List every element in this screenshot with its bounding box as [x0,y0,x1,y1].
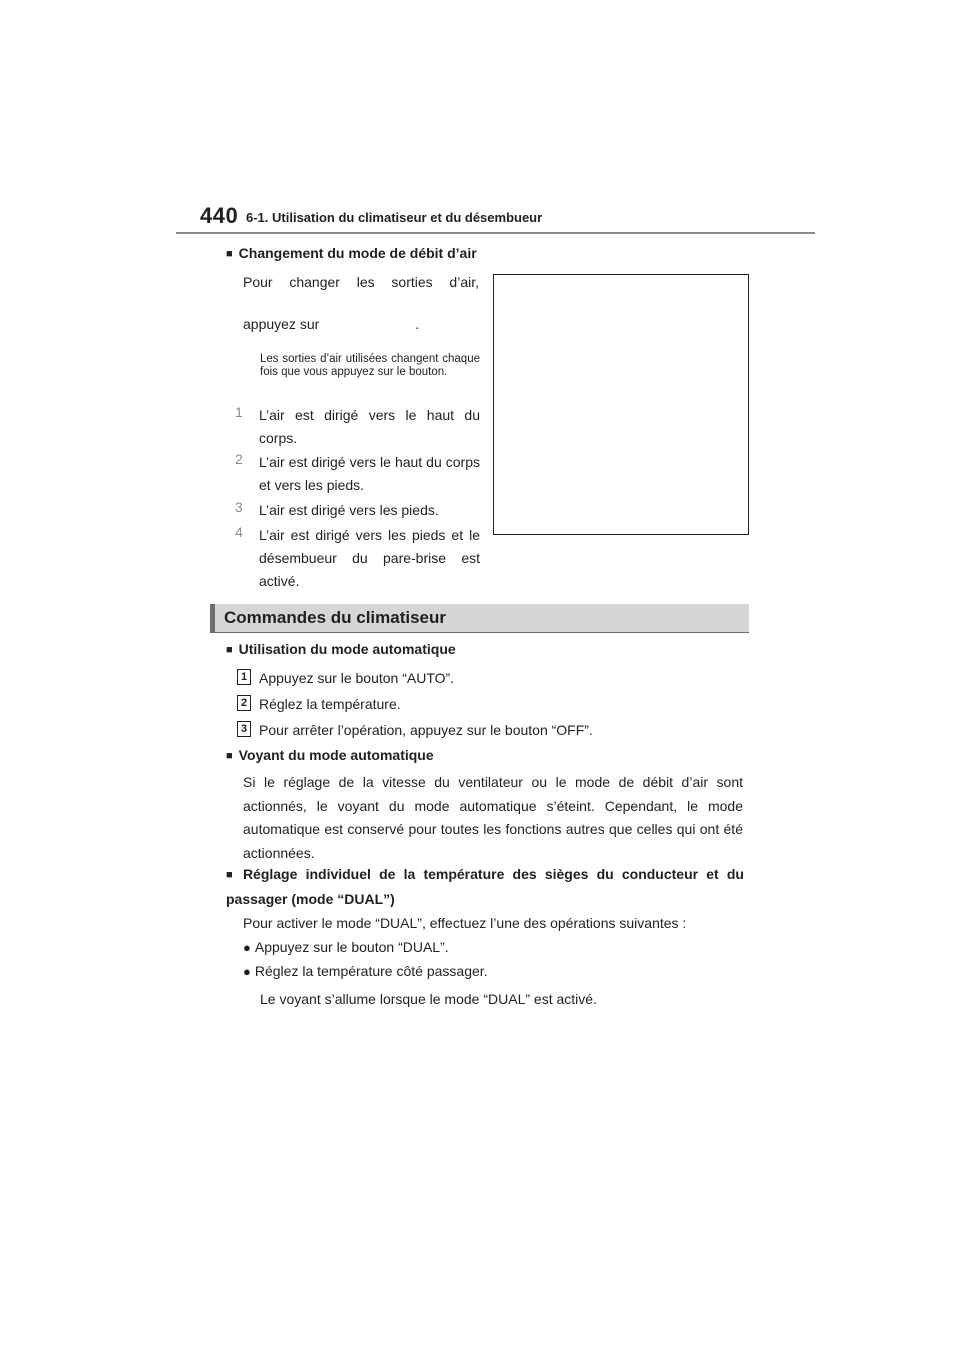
auto-mode-heading: ■ Utilisation du mode automatique [226,641,456,657]
dual-bullet-1: ● Appuyez sur le bouton “DUAL”. [243,939,449,955]
step-number-badge: 2 [237,695,251,711]
square-bullet-icon: ■ [226,869,237,881]
section-title: Commandes du climatiseur [224,608,447,627]
indicator-heading: ■ Voyant du mode automatique [226,747,434,763]
step-text: Appuyez sur le bouton “AUTO”. [259,670,455,686]
page-number: 440 [200,203,239,228]
header-divider [176,232,815,234]
indicator-text: Si le réglage de la vitesse du ventilateur ou le mode de débit d’air sont actionnés, le voyant du mode automatique s’éteint. Cependant, le mode automatique est conservé pour toutes les fonctions autres que celles qui ont été actionnées. [243,774,743,861]
item-text: L’air est dirigé vers le haut du corps et vers les pieds. [259,454,480,493]
step-text: Pour arrêter l’opération, appuyez sur le bouton “OFF”. [259,722,593,738]
dual-bullet-2: ● Réglez la température côté passager. [243,963,488,979]
section-band-rule [210,632,749,633]
item-number: 3 [235,499,243,515]
section-band [210,604,749,632]
item-number: 2 [235,451,243,467]
section-header: 6-1. Utilisation du climatiseur et du désembueur [246,210,543,225]
airflow-intro-line2: appuyez sur . [243,316,420,332]
dual-heading: ■ Réglage individuel de la température des sièges du conducteur et du passager (mode “DUAL”) [226,866,744,907]
round-bullet-icon: ● [243,964,251,979]
item-text: L’air est dirigé vers le haut du corps. [259,407,480,446]
dual-intro: Pour activer le mode “DUAL”, effectuez l’une des opérations suivantes : [243,915,687,931]
dual-note: Le voyant s’allume lorsque le mode “DUAL” est activé. [260,991,597,1007]
step-number-badge: 3 [237,721,251,737]
airflow-intro-line1: Pour changer les sorties d’air, [243,274,479,290]
square-bullet-icon: ■ [226,644,233,656]
item-text: L’air est dirigé vers les pieds et le désembueur du pare-brise est activé. [259,527,480,589]
step-number-badge: 1 [237,669,251,685]
airflow-illustration [493,274,749,535]
step-text: Réglez la température. [259,696,401,712]
airflow-heading: ■ Changement du mode de débit d’air [226,245,477,261]
item-number: 4 [235,524,243,540]
item-text: L’air est dirigé vers les pieds. [259,502,439,518]
square-bullet-icon: ■ [226,750,233,762]
item-number: 1 [235,404,243,420]
round-bullet-icon: ● [243,940,251,955]
airflow-note: Les sorties d’air utilisées changent chaque fois que vous appuyez sur le bouton. [260,353,480,378]
square-bullet-icon: ■ [226,248,233,260]
